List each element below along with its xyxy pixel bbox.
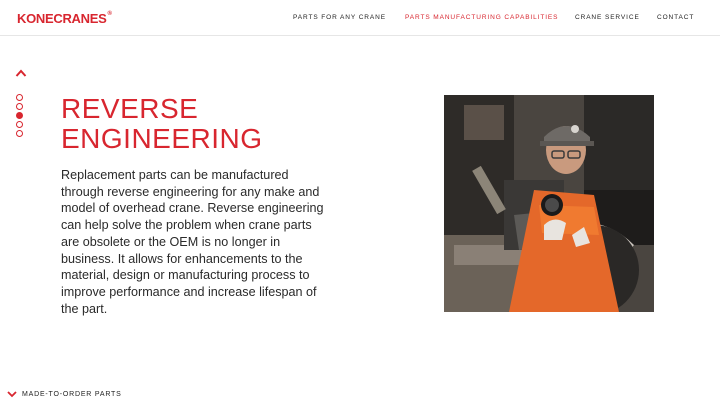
slide-dot-1[interactable] bbox=[16, 94, 23, 101]
top-navigation bbox=[0, 0, 720, 36]
nav-crane-service[interactable]: CRANE SERVICE bbox=[575, 14, 640, 21]
nav-contact[interactable]: CONTACT bbox=[657, 14, 695, 21]
slide-pagination bbox=[16, 94, 26, 139]
slide-dot-2[interactable] bbox=[16, 103, 23, 110]
page-title: REVERSE ENGINEERING bbox=[61, 93, 263, 154]
chevron-down-icon[interactable] bbox=[7, 390, 17, 398]
worker-photo-illustration bbox=[444, 95, 654, 312]
slide-dot-4[interactable] bbox=[16, 121, 23, 128]
nav-parts-manufacturing-capabilities[interactable]: PARTS MANUFACTURING CAPABILITIES bbox=[405, 14, 559, 21]
slide-dot-5[interactable] bbox=[16, 130, 23, 137]
logo-text: KONECRANES bbox=[17, 11, 107, 26]
nav-parts-for-any-crane[interactable]: PARTS FOR ANY CRANE bbox=[293, 14, 386, 21]
logo-registered-mark: ® bbox=[107, 11, 112, 17]
description-text: Replacement parts can be manufactured through reverse engineering for any make and model of overhead crane. Reverse engineering can help solve the problem when crane parts are obsolete or the OEM is no longer in business. It allows for enhancements to the material, design or manufacturing process to improve performance and increase lifespan of the part. bbox=[61, 168, 324, 316]
konecranes-logo[interactable] bbox=[17, 11, 112, 26]
next-section-link[interactable]: MADE-TO-ORDER PARTS bbox=[22, 391, 122, 398]
slide-dot-3[interactable] bbox=[16, 112, 23, 119]
worker-photo bbox=[444, 95, 654, 312]
chevron-up-icon[interactable] bbox=[15, 68, 27, 78]
